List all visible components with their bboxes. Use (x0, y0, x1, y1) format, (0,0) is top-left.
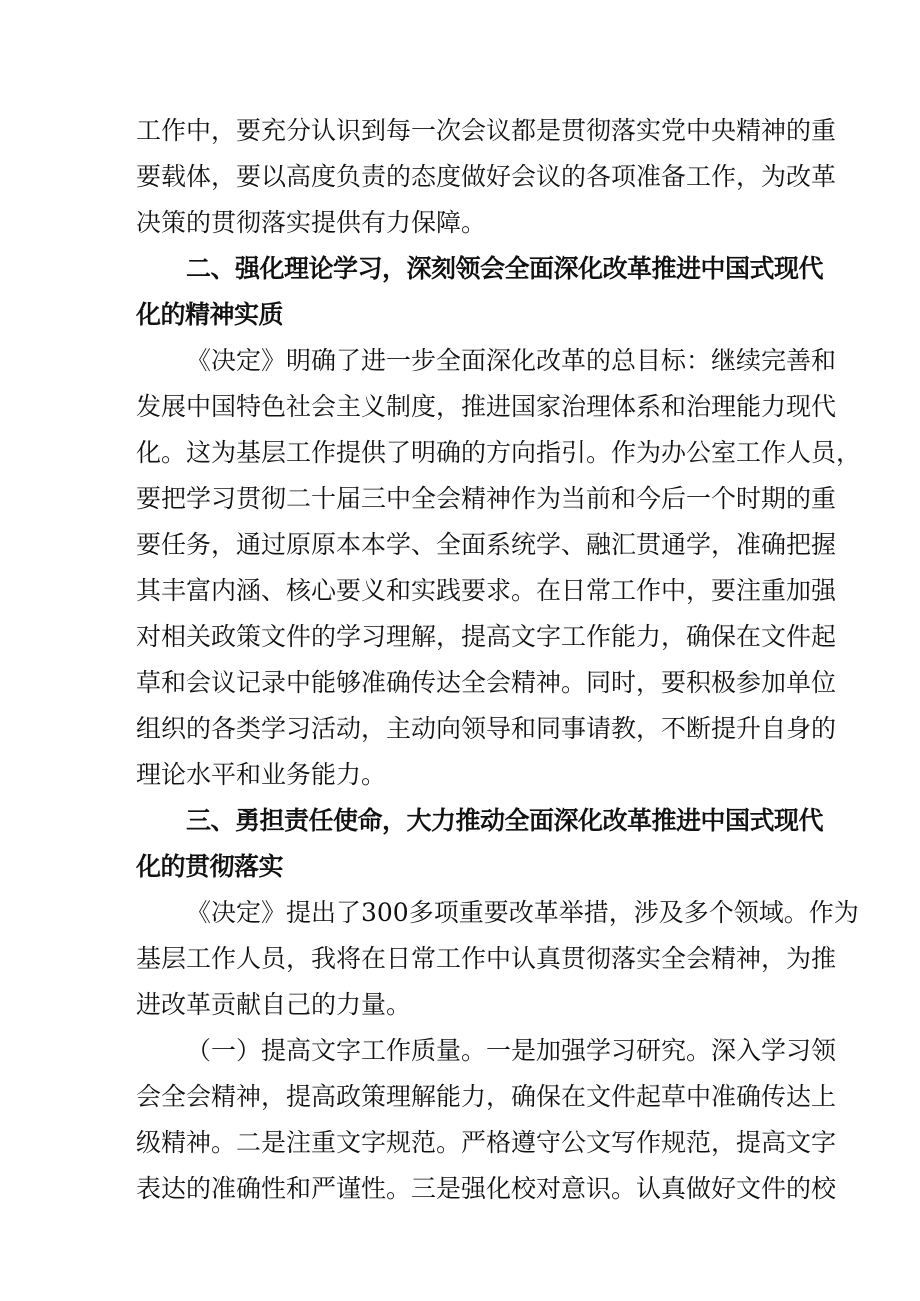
paragraph-line: 级精神。二是注重文字规范。严格遵守公文写作规范，提高文字 (136, 1128, 837, 1157)
paragraph-line: 表达的准确性和严谨性。三是强化校对意识。认真做好文件的校 (136, 1174, 837, 1203)
paragraph-line: 决策的贯彻落实提供有力保障。 (136, 208, 487, 237)
paragraph-line: 发展中国特色社会主义制度，推进国家治理体系和治理能力现代 (136, 392, 837, 421)
paragraph-line: 要载体，要以高度负责的态度做好会议的各项准备工作，为改革 (136, 162, 837, 191)
paragraph-line: 理论水平和业务能力。 (136, 760, 387, 789)
paragraph-line: 其丰富内涵、核心要义和实践要求。在日常工作中，要注重加强 (136, 576, 837, 605)
paragraph-line: 基层工作人员，我将在日常工作中认真贯彻落实全会精神，为推 (136, 944, 837, 973)
section-heading: 化的精神实质 (136, 300, 284, 329)
paragraph-line: 《决定》提出了300多项重要改革举措，涉及多个领域。作为 (186, 898, 859, 927)
paragraph-line: 会全会精神，提高政策理解能力，确保在文件起草中准确传达上 (136, 1082, 837, 1111)
paragraph-line: 工作中，要充分认识到每一次会议都是贯彻落实党中央精神的重 (136, 116, 837, 145)
section-heading: 化的贯彻落实 (136, 852, 284, 881)
paragraph-line: 草和会议记录中能够准确传达全会精神。同时，要积极参加单位 (136, 668, 837, 697)
paragraph-line: 要任务，通过原原本本学、全面系统学、融汇贯通学，准确把握 (136, 530, 837, 559)
paragraph-line: 《决定》明确了进一步全面深化改革的总目标：继续完善和 (186, 346, 837, 375)
paragraph-line: 进改革贡献自己的力量。 (136, 990, 412, 1019)
paragraph-line: 组织的各类学习活动，主动向领导和同事请教，不断提升自身的 (136, 714, 837, 743)
paragraph-line: （一）提高文字工作质量。一是加强学习研究。深入学习领 (186, 1036, 837, 1065)
section-heading: 二、强化理论学习，深刻领会全面深化改革推进中国式现代 (186, 254, 824, 283)
paragraph-line: 化。这为基层工作提供了明确的方向指引。作为办公室工作人员， (136, 438, 862, 467)
section-heading: 三、勇担责任使命，大力推动全面深化改革推进中国式现代 (186, 806, 824, 835)
paragraph-line: 对相关政策文件的学习理解，提高文字工作能力，确保在文件起 (136, 622, 837, 651)
paragraph-line: 要把学习贯彻二十届三中全会精神作为当前和今后一个时期的重 (136, 484, 837, 513)
